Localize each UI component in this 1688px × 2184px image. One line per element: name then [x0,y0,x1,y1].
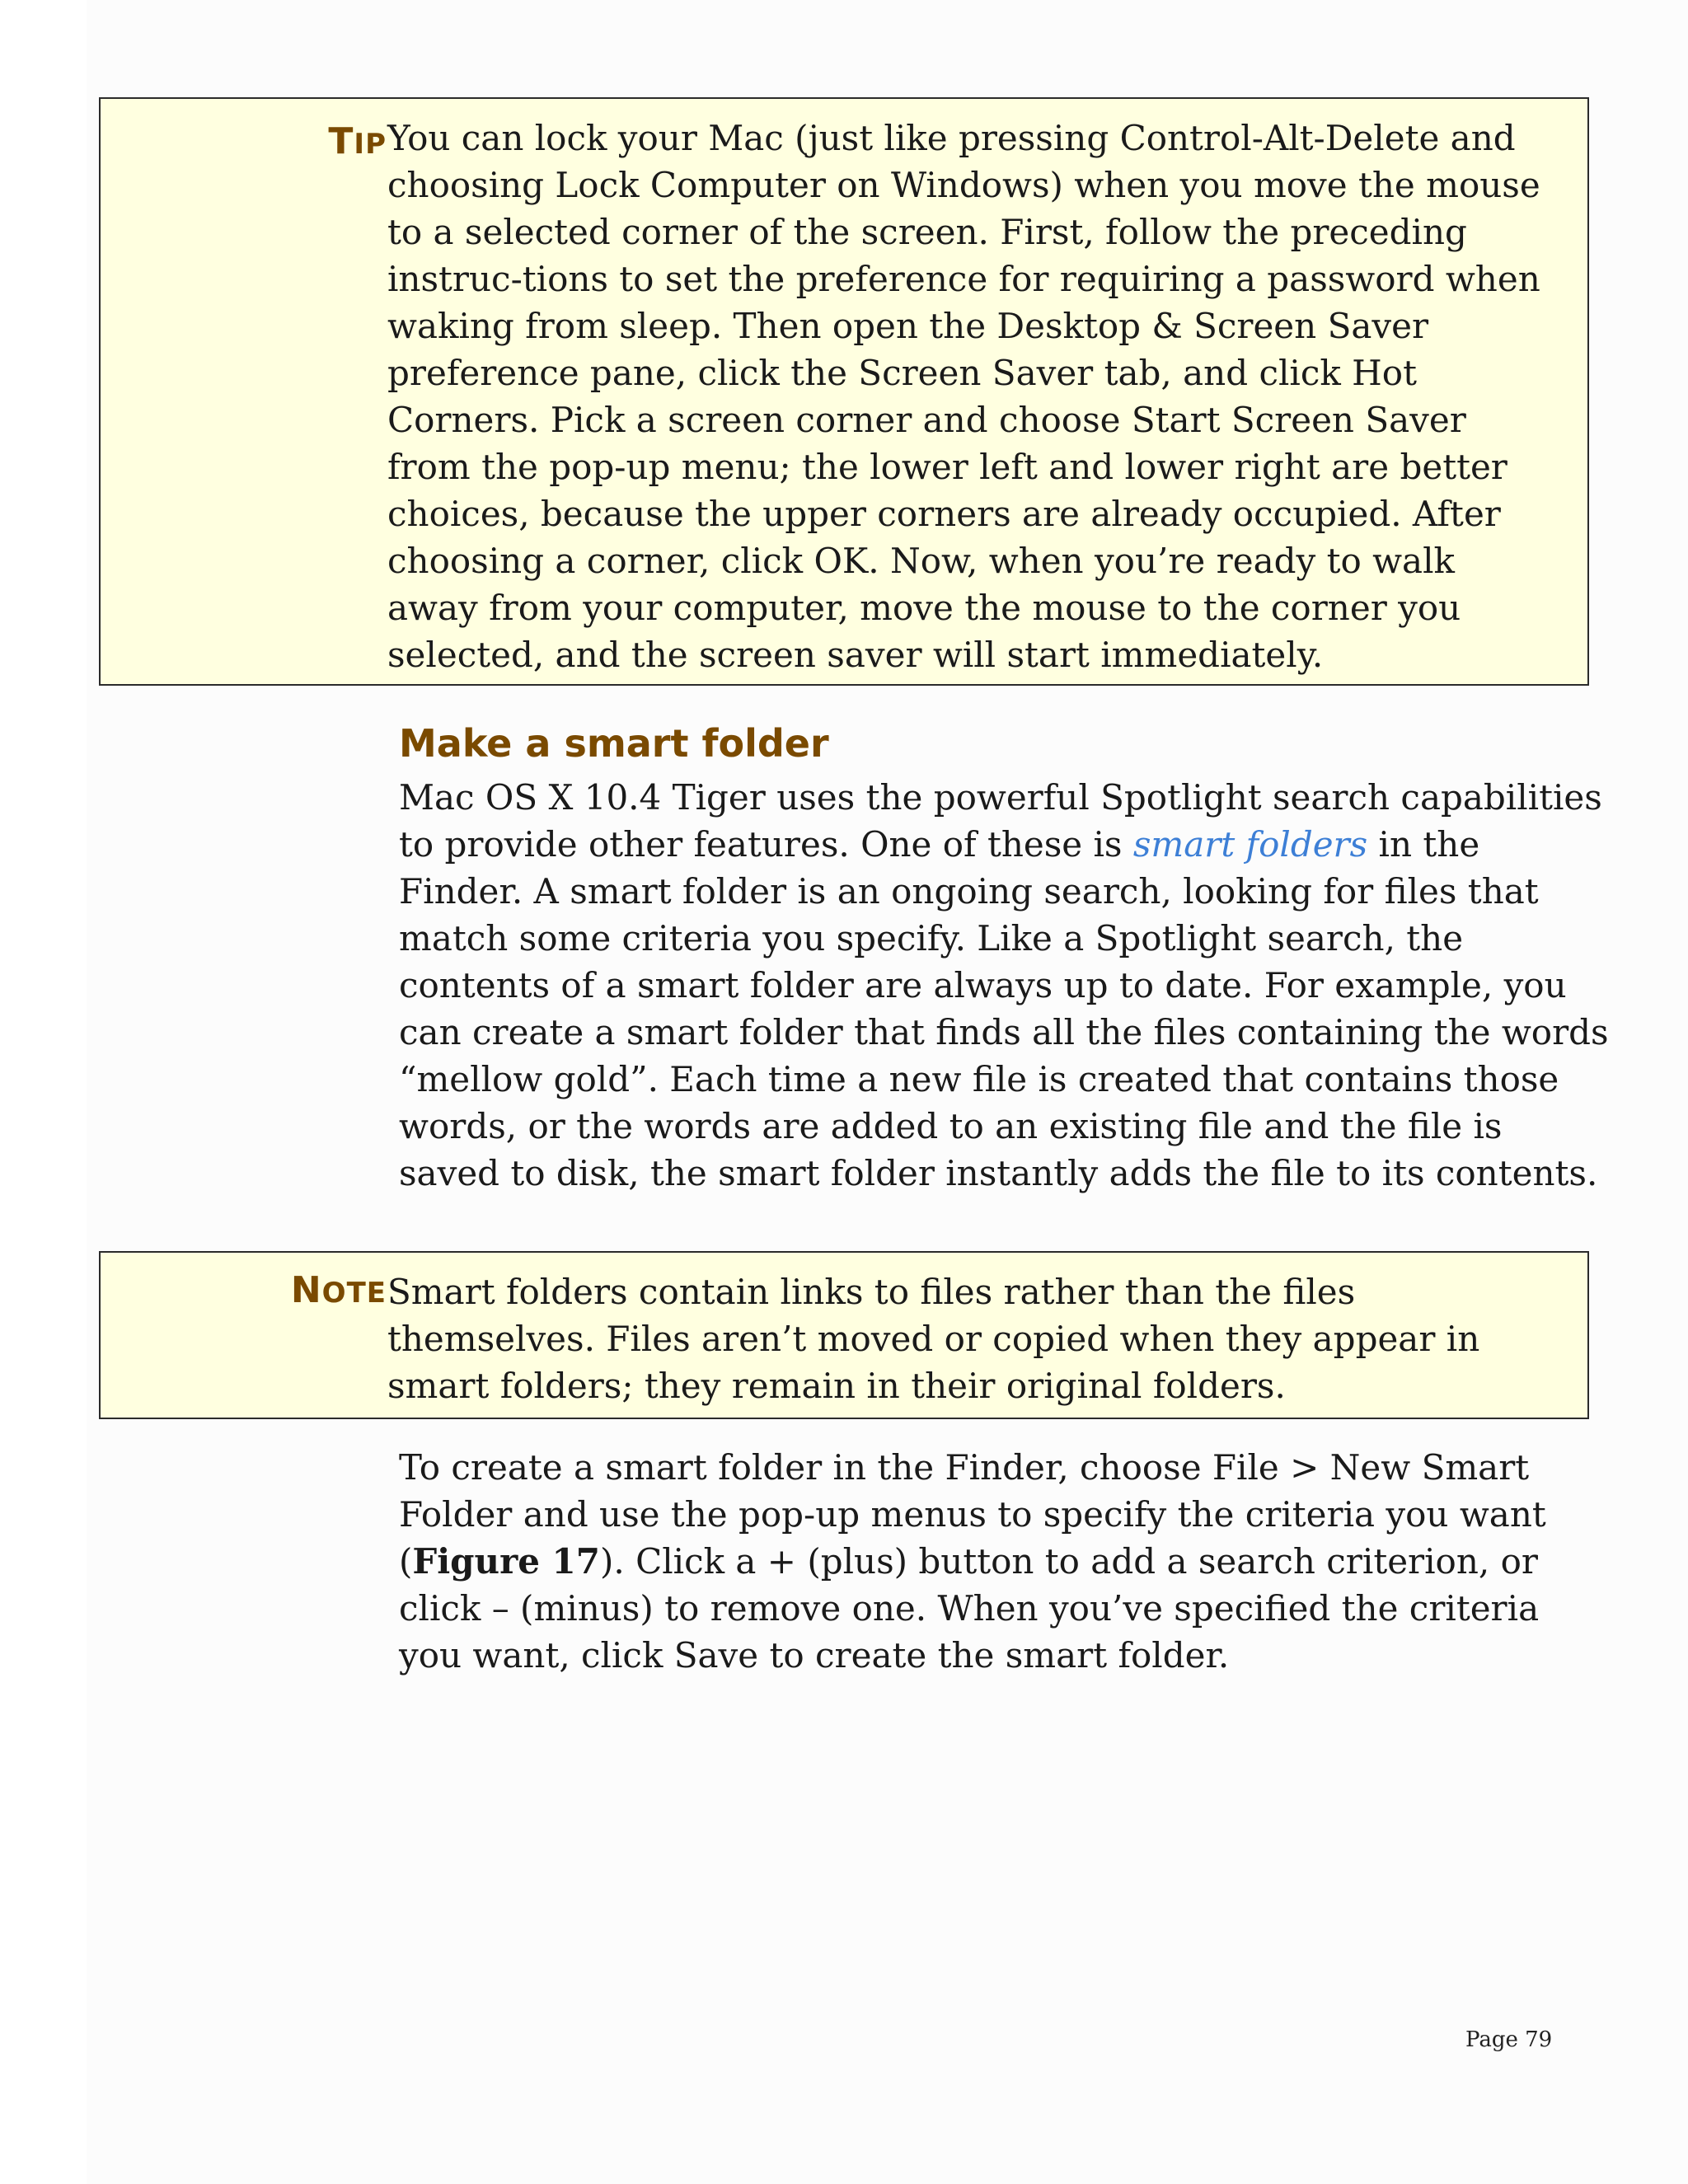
tip-text: You can lock your Mac (just like pressing Control-Alt-Delete and choosing Lock Computer on Windows) when you move the mouse to a selected corner of the screen. First, follow the preceding instruc-tions to set the preference for requiring a password when waking from sleep. Then open the Desktop & Screen Saver preference pane, click the Screen Saver tab, and click Hot Corners. Pick a screen corner and choose Start Screen Saver from the pop-up menu; the lower left and lower right are better choices, because the upper corners are already occupied. After choosing a corner, click OK. Now, when you’re ready to walk away from your computer, move the mouse to the corner you selected, and the screen saver will start immediately. [387,118,1540,675]
create-smart-folder-paragraph [399,1444,1611,1679]
para1-text-start: Mac OS X 10.4 Tiger uses the powerful Spotlight search capabilities to provide other features. One of these is [399,777,1602,865]
section-heading: Make a smart folder [399,721,829,766]
tip-label-first: T [328,120,354,162]
note-callout [99,1251,1589,1419]
tip-label [328,120,387,162]
smart-folders-term-link[interactable]: smart folders [1132,824,1368,865]
note-label [291,1269,387,1311]
para2-text-start: To create a smart folder in the Finder, choose File > New Smart Folder and use the pop-up menus to specify the criteria you want ( [399,1447,1546,1582]
note-text: Smart folders contain links to files rather than the files themselves. Files aren’t moved or copied when they appear in smart folders; they remain in their original folders. [387,1272,1480,1406]
page-number: Page 79 [1465,2027,1553,2052]
figure-reference: Figure 17 [412,1541,600,1582]
note-label-rest: OTE [321,1277,387,1310]
para2-text-end: ). Click a + (plus) button to add a search criterion, or click – (minus) to remove one. When you’ve specified the criteria you want, click Save to create the smart folder. [399,1541,1540,1675]
smart-folder-paragraph [399,774,1611,1197]
note-label-first: N [290,1269,322,1311]
tip-label-rest: IP [354,128,387,161]
tip-callout [99,97,1589,686]
para1-text-end: in the Finder. A smart folder is an ongoing search, looking for files that match some criteria you specify. Like a Spotlight search, the contents of a smart folder are always up to date. For example, you can create a smart folder that finds all the files containing the words “mellow gold”. Each time a new file is created that contains those words, or the words are added to an existing file and the file is saved to disk, the smart folder instantly adds the file to its contents. [399,824,1609,1193]
